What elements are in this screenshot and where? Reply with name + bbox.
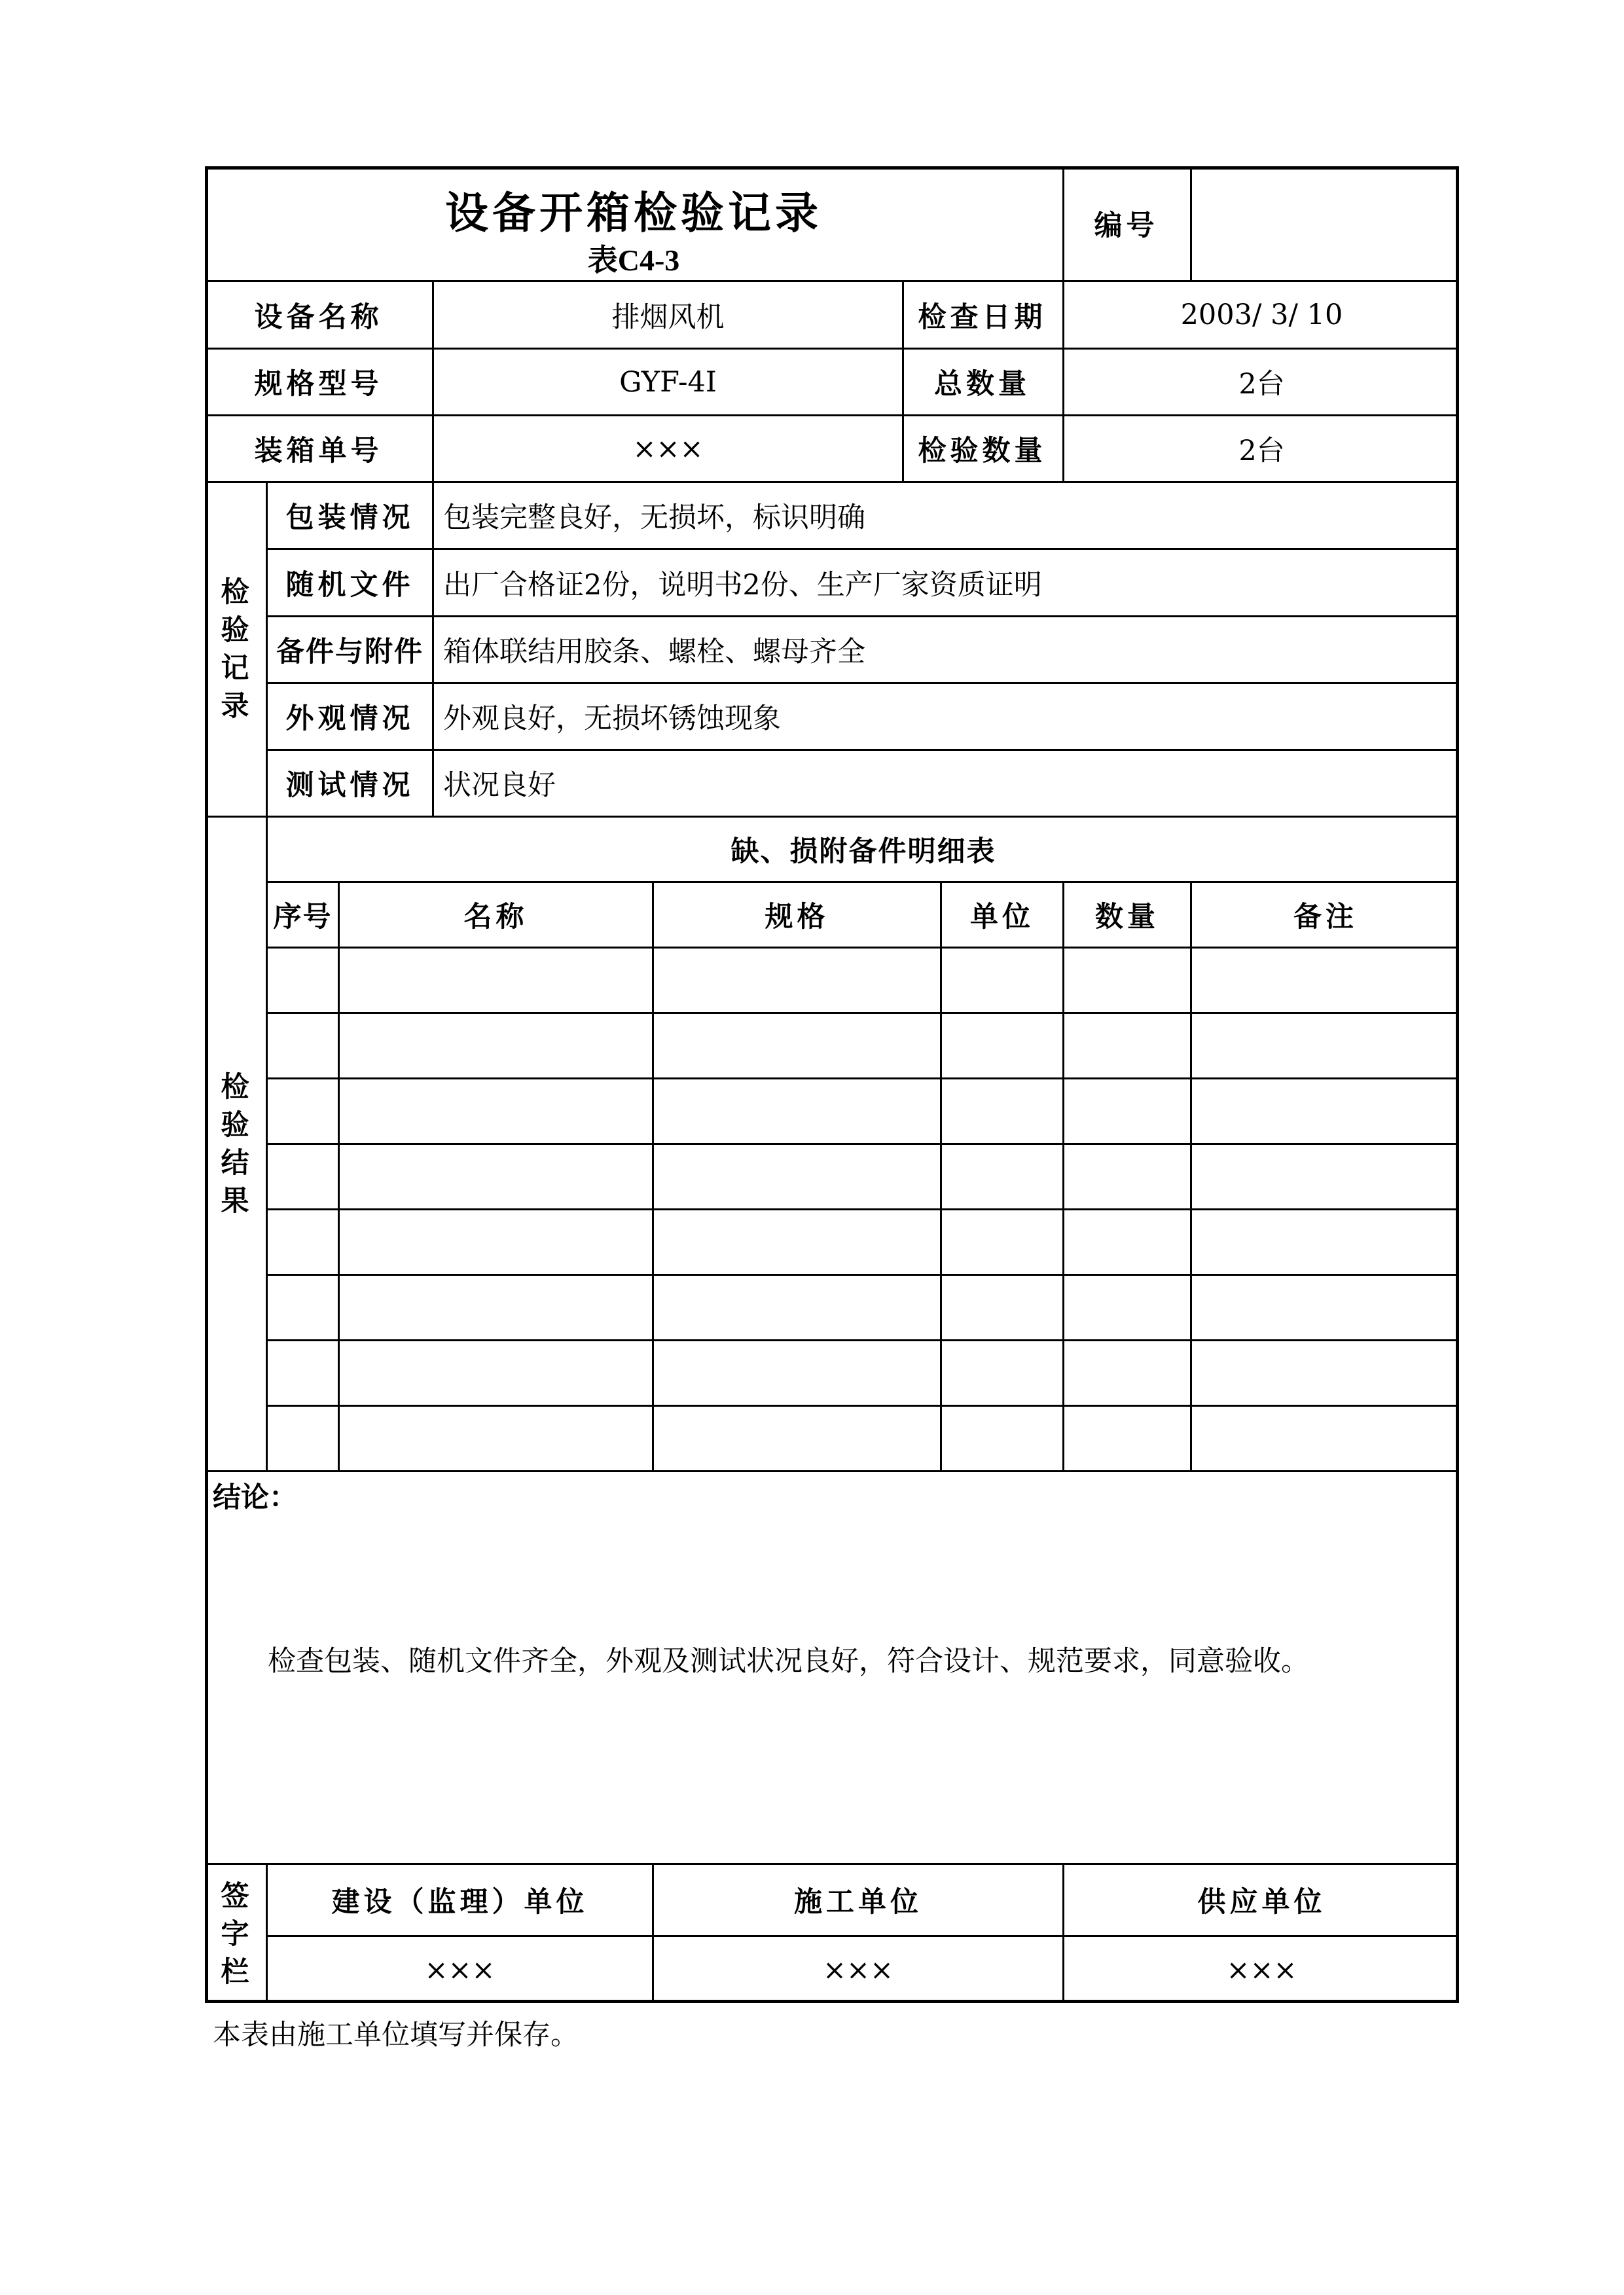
record-row-label: 测试情况: [285, 769, 414, 802]
record-row-label: 包装情况: [285, 501, 414, 534]
party-owner-label: 建设（监理）单位: [331, 1886, 588, 1919]
equipment-name-label: 设备名称: [254, 300, 383, 334]
signature-section-label: 签 字 栏: [221, 1879, 249, 1989]
total-qty-label: 总数量: [934, 368, 1030, 401]
record-row-value: 包装完整良好，无损坏，标识明确: [443, 501, 865, 534]
record-row-value: 出厂合格证2份，说明书2份、生产厂家资质证明: [443, 568, 1042, 602]
record-row-label: 备件与附件: [276, 636, 424, 668]
equipment-name-value: 排烟风机: [611, 300, 725, 334]
column-header-remark: 备注: [1293, 901, 1358, 933]
conclusion-label: 结论：: [213, 1481, 297, 1514]
table-row: [268, 1341, 1459, 1405]
inspected-qty-value: 2台: [1238, 435, 1285, 467]
total-qty-value: 2台: [1238, 368, 1285, 401]
column-header-name: 名称: [463, 901, 528, 933]
record-row-value: 外观良好，无损坏锈蚀现象: [443, 702, 781, 735]
model-value: GYF-4I: [619, 365, 717, 399]
column-header-unit: 单位: [970, 901, 1034, 933]
form-title: 设备开箱检验记录: [445, 187, 822, 238]
table-row: [268, 1014, 1459, 1077]
column-header-seq: 序号: [273, 901, 333, 933]
number-field[interactable]: [1190, 166, 1459, 280]
inspection-date-value: 2003/ 3/ 10: [1180, 298, 1343, 331]
defect-table-title: 缺、损附备件明细表: [731, 835, 996, 868]
number-label: 编号: [1094, 209, 1159, 242]
party-contractor-label: 施工单位: [794, 1886, 922, 1919]
inspection-record-section-label: 检 验 记 录: [221, 576, 249, 723]
footnote: 本表由施工单位填写并保存。: [213, 2019, 579, 2051]
form-subtitle: 表C4-3: [587, 244, 680, 277]
inspection-result-section-label: 检 验 结 果: [221, 1070, 249, 1218]
column-header-spec: 规格: [765, 901, 829, 933]
table-row: [268, 1276, 1459, 1339]
record-row-value: 箱体联结用胶条、螺栓、螺母齐全: [443, 636, 865, 668]
packing-no-label: 装箱单号: [254, 435, 383, 467]
table-row: [268, 1145, 1459, 1208]
record-row-label: 随机文件: [285, 568, 414, 602]
table-row: [268, 1210, 1459, 1274]
inspected-qty-label: 检验数量: [918, 435, 1047, 467]
conclusion-text: 检查包装、随机文件齐全，外观及测试状况良好，符合设计、规范要求，同意验收。: [268, 1644, 1309, 1678]
table-row: [268, 949, 1459, 1012]
table-row: [268, 1079, 1459, 1143]
inspection-date-label: 检查日期: [918, 300, 1047, 334]
party-supplier-signature[interactable]: ×××: [1226, 1953, 1297, 1987]
table-row: [268, 1407, 1459, 1470]
column-header-qty: 数量: [1095, 901, 1159, 933]
party-supplier-label: 供应单位: [1197, 1886, 1326, 1919]
record-row-value: 状况良好: [443, 769, 556, 802]
inspection-form: [205, 166, 1459, 2003]
party-owner-signature[interactable]: ×××: [424, 1953, 496, 1987]
party-contractor-signature[interactable]: ×××: [822, 1953, 894, 1987]
record-row-label: 外观情况: [285, 702, 414, 735]
packing-no-value: ×××: [632, 432, 704, 465]
model-label: 规格型号: [254, 368, 383, 401]
